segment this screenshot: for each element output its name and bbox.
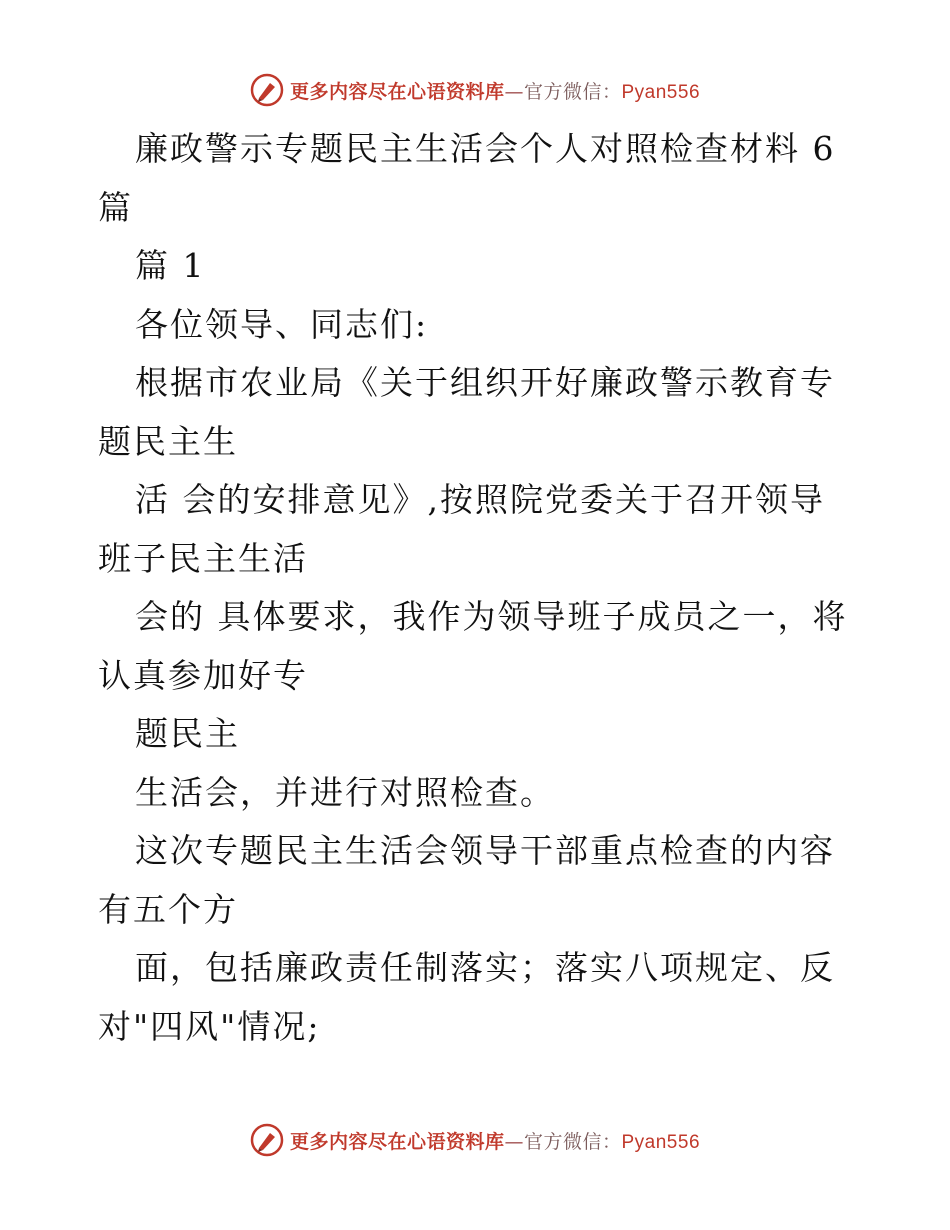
- body-paragraph: 活 会的安排意见》,按照院党委关于召开领导班子民主生活: [98, 480, 825, 578]
- body-paragraph: 面，包括廉政责任制落实；落实八项规定、反对"四风"情况;: [98, 948, 835, 1046]
- banner-text: [290, 77, 700, 104]
- body-paragraph: 题民主: [135, 714, 240, 753]
- banner-text: [290, 1127, 700, 1154]
- banner-wechat-id: Pyan556: [621, 1131, 701, 1153]
- banner-sub-text: 官方微信：: [523, 80, 622, 103]
- banner-separator: —: [504, 80, 524, 103]
- salutation: 各位领导、同志们:: [135, 304, 429, 344]
- banner-separator: —: [504, 1130, 524, 1153]
- banner-wechat-id: Pyan556: [621, 81, 701, 103]
- section-heading: 篇 1: [135, 246, 206, 285]
- banner-main-text: 更多内容尽在心语资料库: [289, 80, 505, 103]
- banner-main-text: 更多内容尽在心语资料库: [289, 1130, 505, 1153]
- body-paragraph: 会的 具体要求，我作为领导班子成员之一，将认真参加好专: [98, 597, 848, 695]
- body-paragraph: 生活会，并进行对照检查。: [135, 772, 555, 812]
- banner-sub-text: 官方微信：: [523, 1130, 622, 1153]
- body-paragraph: 这次专题民主生活会领导干部重点检查的内容有五个方: [98, 831, 835, 929]
- footer-banner: [0, 1120, 950, 1160]
- pen-nib-icon: [250, 1123, 284, 1157]
- header-banner: [0, 70, 950, 110]
- document-body: [98, 120, 858, 1056]
- document-title: 廉政警示专题民主生活会个人对照检查材料 6 篇: [98, 129, 836, 227]
- pen-nib-icon: [250, 73, 284, 107]
- body-paragraph: 根据市农业局《关于组织开好廉政警示教育专题民主生: [98, 363, 835, 461]
